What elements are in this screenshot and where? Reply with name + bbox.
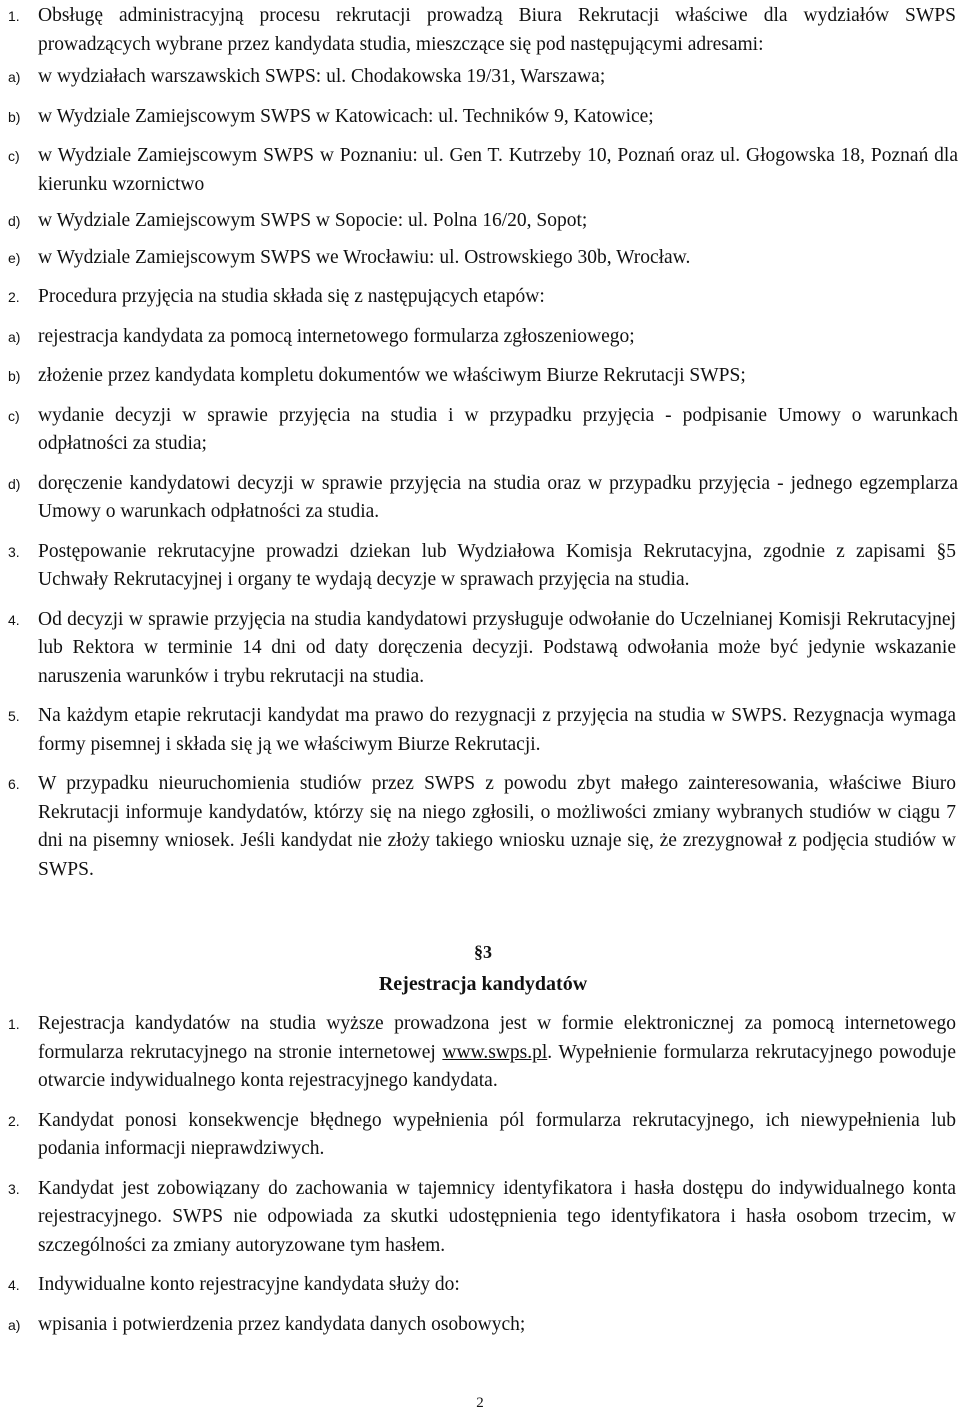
paragraph-text-after-link: . Wypełnienie formularza rekrutacyjnego powoduje otwarcie indywidualnego konta rejestracyjnego kandydata. [38, 1041, 956, 1091]
section-number: §3 [474, 942, 492, 962]
list-item-3-4-a [8, 1311, 958, 1340]
paragraph-text: Procedura przyjęcia na studia składa się z następujących etapów: [38, 286, 545, 307]
paragraph-text: Postępowanie rekrutacyjne prowadzi dziekan lub Wydziałowa Komisja Rekrutacyjna, zgodnie z zapisami §5 Uchwały Rekrutacyjnej i organy te wydają decyzje w sprawach przyjęcia na studia. [38, 540, 956, 590]
paragraph-3-2 [8, 1107, 956, 1164]
paragraph-number: 1. [8, 8, 20, 24]
paragraph-number: 3. [8, 543, 20, 560]
list-item-2-1-c [8, 142, 958, 199]
paragraph-text: Od decyzji w sprawie przyjęcia na studia kandydatowi przysługuje odwołanie do Uczelnianej Komisji Rekrutacyjnej lub Rektora w terminie 14 dni od daty doręczenia decyzji. Podstawą odwołania może być jedynie wskazanie naruszenia warunków i trybu rekrutacji na studia. [38, 608, 956, 687]
list-item-2-1-e [8, 244, 958, 273]
list-item-label: c) [8, 148, 20, 164]
paragraph-number: 6. [8, 776, 20, 792]
list-item-2-2-a [8, 323, 958, 352]
list-item-label: d) [8, 475, 21, 492]
list-item-2-1-d [8, 207, 958, 236]
list-item-text: w wydziałach warszawskich SWPS: ul. Chodakowska 19/31, Warszawa; [38, 66, 606, 87]
paragraph-text: Na każdym etapie rekrutacji kandydat ma prawo do rezygnacji z przyjęcia na studia w SWPS. Rezygnacja wymaga formy pisemnej i składa się ją we właściwym Biurze Rekrutacji. [38, 705, 956, 755]
paragraph-2-6 [8, 770, 956, 884]
list-item-text: złożenie przez kandydata kompletu dokumentów we właściwym Biurze Rekrutacji SWPS; [38, 365, 746, 386]
list-item-text: w Wydziale Zamiejscowym SWPS we Wrocławiu: ul. Ostrowskiego 30b, Wrocław. [38, 246, 691, 268]
list-item-text: wydanie decyzji w sprawie przyjęcia na studia i w przypadku przyjęcia - podpisanie Umowy o warunkach odpłatności za studia; [38, 404, 958, 454]
list-item-label: a) [8, 328, 21, 345]
paragraph-text: Kandydat ponosi konsekwencje błędnego wypełnienia pól formularza rekrutacyjnego, ich niewypełnienia lub podania informacji nieprawdziwych. [38, 1109, 956, 1159]
paragraph-2-2 [8, 283, 956, 312]
paragraph-2-5 [8, 702, 956, 759]
document-body [8, 0, 958, 1339]
paragraph-number: 1. [8, 1016, 20, 1032]
paragraph-3-3 [8, 1175, 956, 1261]
list-item-label: c) [8, 407, 20, 424]
paragraph-3-4 [8, 1271, 956, 1300]
list-item-2-2-b [8, 362, 958, 391]
list-item-2-1-a [8, 63, 958, 92]
list-item-text: rejestracja kandydata za pomocą internetowego formularza zgłoszeniowego; [38, 325, 635, 347]
paragraph-text: Indywidualne konto rejestracyjne kandydata służy do: [38, 1274, 460, 1295]
list-item-label: d) [8, 213, 21, 229]
list-item-text: w Wydziale Zamiejscowym SWPS w Sopocie: ul. Polna 16/20, Sopot; [38, 210, 588, 231]
list-item-text: w Wydziale Zamiejscowym SWPS w Katowicach: ul. Techników 9, Katowice; [38, 105, 654, 127]
paragraph-number: 5. [8, 708, 20, 724]
list-item-label: b) [8, 108, 21, 125]
paragraph-2-3 [8, 538, 956, 595]
paragraph-text-before-link: Rejestracja kandydatów na studia wyższe prowadzona jest w formie elektronicznej za pomocą internetowego formularza rekrutacyjnego na stronie internetowej [38, 1013, 956, 1063]
page-number: 2 [476, 1395, 484, 1411]
paragraph-number: 4. [8, 611, 20, 628]
paragraph-number: 3. [8, 1180, 20, 1197]
list-item-text: w Wydziale Zamiejscowym SWPS w Poznaniu: ul. Gen T. Kutrzeby 10, Poznań oraz ul. Głogowska 18, Poznań dla kierunku wzornictwo [38, 145, 958, 195]
list-item-label: a) [8, 69, 21, 85]
paragraph-3-1 [8, 1010, 956, 1096]
list-item-text: wpisania i potwierdzenia przez kandydata danych osobowych; [38, 1313, 526, 1335]
list-item-label: b) [8, 368, 21, 384]
list-item-2-1-b [8, 103, 958, 132]
list-item-text: doręczenie kandydatowi decyzji w sprawie przyjęcia na studia oraz w przypadku przyjęcia - jednego egzemplarza Umowy o warunkach odpłatności za studia. [38, 472, 958, 522]
list-item-2-2-d [8, 470, 958, 527]
paragraph-2-1 [8, 2, 956, 59]
list-item-2-2-c [8, 402, 958, 459]
paragraph-2-4 [8, 606, 956, 692]
list-item-label: a) [8, 1316, 21, 1333]
paragraph-text: Kandydat jest zobowiązany do zachowania w tajemnicy identyfikatora i hasła dostępu do indywidualnego konta rejestracyjnego. SWPS nie odpowiada za skutki udostępnienia tego identyfikatora i hasła osobom trzecim, w szczególności za zmiany autoryzowane tym hasłem. [38, 1177, 956, 1256]
paragraph-number: 2. [8, 289, 20, 305]
list-item-label: e) [8, 249, 21, 266]
paragraph-text: Obsługę administracyjną procesu rekrutacji prowadzą Biura Rekrutacji właściwe dla wydziałów SWPS prowadzących wybrane przez kandydata studia, mieszczące się pod następującymi adresami: [38, 5, 956, 55]
website-link[interactable]: www.swps.pl [442, 1041, 548, 1063]
section-title: Rejestracja kandydatów [378, 973, 588, 995]
paragraph-text: W przypadku nieuruchomienia studiów przez SWPS z powodu zbyt małego zainteresowania, właściwe Biuro Rekrutacji informuje kandydatów, którzy się na niego zgłosili, o możliwości zmiany wybranych studiów w ciągu 7 dni na pisemny wniosek. Jeśli kandydat nie złoży takiego wniosku uznaje się, że zrezygnował z podjęcia studiów w SWPS. [38, 773, 956, 880]
paragraph-number: 2. [8, 1112, 20, 1129]
paragraph-number: 4. [8, 1277, 20, 1293]
